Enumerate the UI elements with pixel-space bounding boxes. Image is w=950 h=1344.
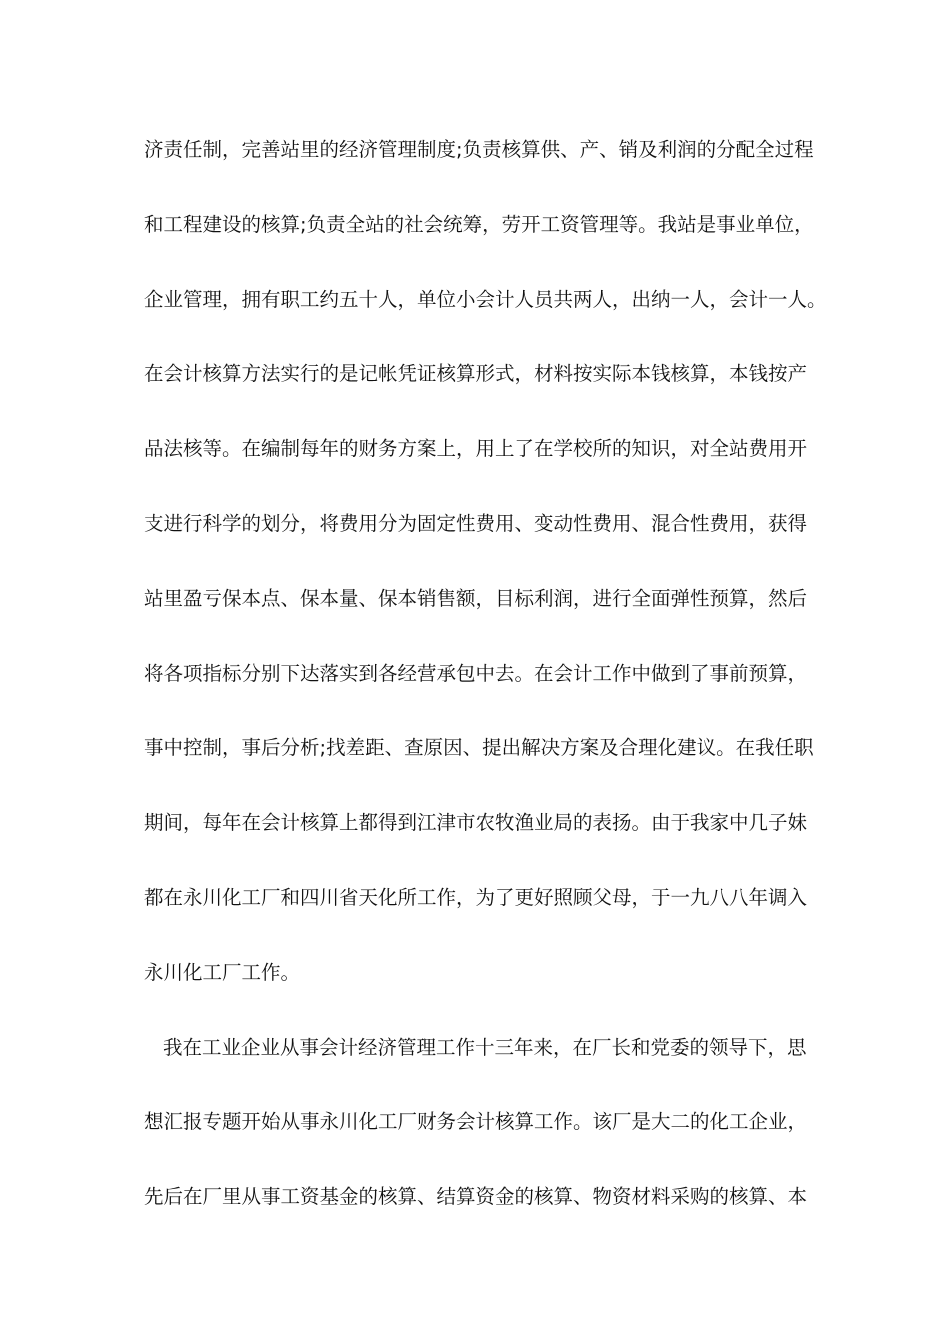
text-line-14: 想汇报专题开始从事永川化工厂财务会计核算工作。该厂是大二的化工企业， [144,1110,808,1134]
text-line-4: 在会计核算方法实行的是记帐凭证核算形式，材料按实际本钱核算，本钱按产 [144,362,808,386]
text-line-11: 都在永川化工厂和四川省天化所工作，为了更好照顾父母，于一九八八年调入 [144,885,808,909]
text-line-10: 期间，每年在会计核算上都得到江津市农牧渔业局的表扬。由于我家中几子妹 [144,811,808,835]
text-line-3: 企业管理，拥有职工约五十人，单位小会计人员共两人，出纳一人，会计一人。 [144,287,827,311]
text-line-1: 济责任制，完善站里的经济管理制度;负责核算供、产、销及利润的分配全过程 [144,138,814,161]
text-line-12: 永川化工厂工作。 [144,960,301,984]
text-line-2: 和工程建设的核算;负责全站的社会统筹，劳开工资管理等。我站是事业单位， [144,212,814,236]
text-line-6: 支进行科学的划分，将费用分为固定性费用、变动性费用、混合性费用，获得 [144,511,808,535]
text-line-9: 事中控制，事后分析;找差距、查原因、提出解决方案及合理化建议。在我任职 [144,736,814,760]
text-line-15: 先后在厂里从事工资基金的核算、结算资金的核算、物资材料采购的核算、本 [144,1185,808,1209]
text-line-13: 我在工业企业从事会计经济管理工作十三年来，在厂长和党委的领导下，思 [163,1035,807,1059]
text-line-7: 站里盈亏保本点、保本量、保本销售额，目标利润，进行全面弹性预算，然后 [144,586,808,610]
text-line-8: 将各项指标分别下达落实到各经营承包中去。在会计工作中做到了事前预算， [144,661,808,685]
body-text [144,130,827,1252]
text-line-5: 品法核等。在编制每年的财务方案上，用上了在学校所的知识，对全站费用开 [144,437,808,461]
